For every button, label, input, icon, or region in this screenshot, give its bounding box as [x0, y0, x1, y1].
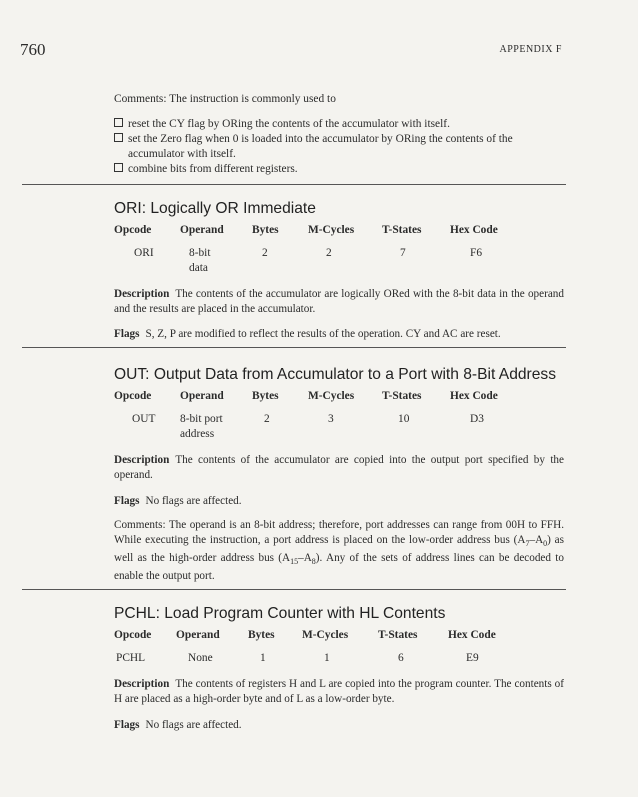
col-header-bytes: Bytes: [248, 629, 275, 641]
cell-hexcode: F6: [470, 247, 483, 259]
cell-bytes: 2: [262, 247, 268, 259]
col-header-bytes: Bytes: [252, 224, 279, 236]
list-item: combine bits from different registers.: [114, 162, 564, 177]
list-item: set the Zero flag when 0 is loaded into the accumulator by ORing the contents of the accumulator with itself.: [114, 132, 564, 162]
checkbox-icon: [114, 118, 123, 127]
section-divider: [22, 589, 566, 590]
top-comments: [114, 92, 564, 177]
checkbox-icon: [114, 133, 123, 142]
pchl-flags: Flags No flags are affected.: [114, 719, 242, 731]
page-header: [20, 40, 562, 64]
description-label: Description: [114, 678, 170, 690]
comments-intro: Comments: The instruction is commonly used to: [114, 93, 336, 105]
col-header-hexcode: Hex Code: [450, 390, 498, 402]
cell-operand: 8-bit data: [189, 247, 211, 274]
col-header-opcode: Opcode: [114, 629, 152, 641]
cell-mcycles: 1: [324, 652, 330, 664]
cell-hexcode: D3: [470, 413, 484, 425]
out-flags: Flags No flags are affected.: [114, 495, 242, 507]
flags-label: Flags: [114, 495, 140, 507]
cell-opcode: ORI: [134, 247, 154, 259]
cell-hexcode: E9: [466, 652, 479, 664]
col-header-mcycles: M-Cycles: [308, 390, 355, 402]
section-divider: [22, 347, 566, 348]
out-comments: Comments: The operand is an 8-bit address; therefore, port addresses can range from 00H to FFH. While executing the instruction, a port address is placed on the low-order address bus $(A_7-A_0)$ as well as the high-order address bus $(A_{15}-A_8)$. Any of the sets of address lines can be decoded to enable the output port.: [114, 519, 565, 583]
checkbox-icon: [114, 163, 123, 172]
cell-opcode: PCHL: [116, 652, 146, 664]
cell-opcode: OUT: [132, 413, 156, 425]
col-header-bytes: Bytes: [252, 390, 279, 402]
section-heading-pchl: PCHL: Load Program Counter with HL Contents: [114, 605, 446, 622]
col-header-mcycles: M-Cycles: [302, 629, 349, 641]
cell-mcycles: 2: [326, 247, 332, 259]
description-label: Description: [114, 454, 170, 466]
page-number: 760: [20, 40, 46, 59]
description-label: Description: [114, 288, 170, 300]
out-description: Description The contents of the accumulator are copied into the output port specified by the operand.: [114, 454, 564, 481]
list-item: reset the CY flag by ORing the contents of the accumulator with itself.: [114, 117, 564, 132]
cell-tstates: 7: [400, 247, 406, 259]
col-header-opcode: Opcode: [114, 390, 152, 402]
flags-label: Flags: [114, 719, 140, 731]
ori-flags: Flags S, Z, P are modified to reflect the results of the operation. CY and AC are reset.: [114, 328, 501, 340]
flags-label: Flags: [114, 328, 140, 340]
ori-description: Description The contents of the accumulator are logically ORed with the 8-bit data in the operand and the results are placed in the accumulator.: [114, 288, 564, 315]
cell-bytes: 1: [260, 652, 266, 664]
col-header-operand: Operand: [180, 390, 224, 402]
section-title: APPENDIX F: [499, 44, 562, 55]
cell-tstates: 6: [398, 652, 404, 664]
section-heading-ori: ORI: Logically OR Immediate: [114, 200, 316, 217]
section-divider: [22, 184, 566, 185]
pchl-description: Description The contents of registers H and L are copied into the program counter. The contents of H are placed as a high-order byte and of L as a low-order byte.: [114, 678, 564, 705]
col-header-tstates: T-States: [382, 390, 422, 402]
cell-tstates: 10: [398, 413, 410, 425]
cell-operand: 8-bit port address: [180, 413, 223, 440]
cell-operand: None: [188, 652, 213, 664]
col-header-operand: Operand: [180, 224, 224, 236]
col-header-operand: Operand: [176, 629, 220, 641]
cell-bytes: 2: [264, 413, 270, 425]
col-header-tstates: T-States: [378, 629, 418, 641]
section-heading-out: OUT: Output Data from Accumulator to a Port with 8-Bit Address: [114, 366, 556, 383]
col-header-mcycles: M-Cycles: [308, 224, 355, 236]
col-header-opcode: Opcode: [114, 224, 152, 236]
col-header-hexcode: Hex Code: [448, 629, 496, 641]
col-header-tstates: T-States: [382, 224, 422, 236]
col-header-hexcode: Hex Code: [450, 224, 498, 236]
cell-mcycles: 3: [328, 413, 334, 425]
